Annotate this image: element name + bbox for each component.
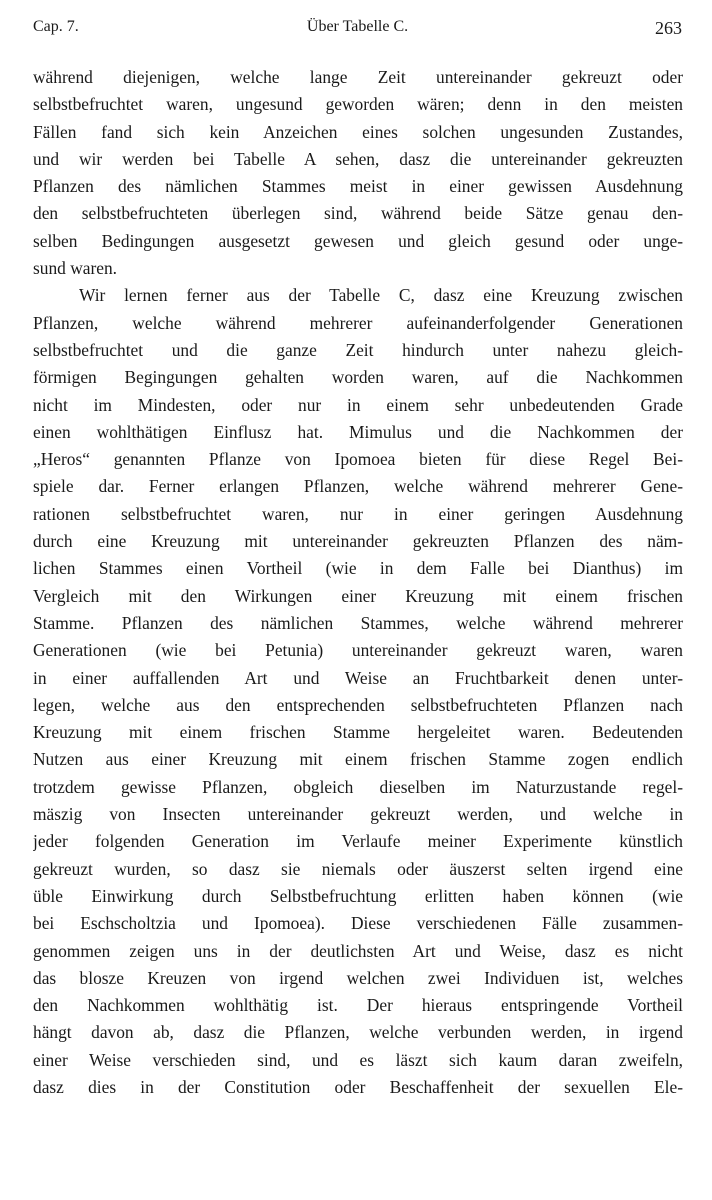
text-line: das blosze Kreuzen von irgend welchen zwei Individuen ist, welches <box>33 967 683 988</box>
text-line: lichen Stammes einen Vortheil (wie in dem Falle bei Dianthus) im <box>33 558 683 579</box>
text-line: in einer auffallenden Art und Weise an Fruchtbarkeit denen unter- <box>33 667 683 688</box>
text-line: einer Weise verschieden sind, und es läszt sich kaum daran zweifeln, <box>33 1049 683 1070</box>
text-line: einen wohlthätigen Einflusz hat. Mimulus und die Nachkommen der <box>33 421 683 442</box>
text-line: selben Bedingungen ausgesetzt gewesen und gleich gesund oder unge- <box>33 230 683 251</box>
text-line: bei Eschscholtzia und Ipomoea). Diese verschiedenen Fälle zusammen- <box>33 913 683 934</box>
text-line: und wir werden bei Tabelle A sehen, dasz die untereinander gekreuzten <box>33 148 683 169</box>
text-line: spiele dar. Ferner erlangen Pflanzen, welche während mehrerer Gene- <box>33 476 683 497</box>
text-line: legen, welche aus den entsprechenden selbstbefruchteten Pflanzen nach <box>33 694 683 715</box>
text-line: selbstbefruchtet waren, ungesund geworden wären; denn in den meisten <box>33 94 683 115</box>
text-line: üble Einwirkung durch Selbstbefruchtung erlitten haben können (wie <box>33 885 683 906</box>
running-title: Über Tabelle C. <box>306 18 409 35</box>
text-line: genommen zeigen uns in der deutlichsten Art und Weise, dasz es nicht <box>33 940 683 961</box>
text-line: trotzdem gewisse Pflanzen, obgleich dieselben im Naturzustande regel- <box>33 776 683 797</box>
running-header <box>33 18 682 44</box>
text-line: hängt davon ab, dasz die Pflanzen, welche verbunden werden, in irgend <box>33 1022 683 1043</box>
text-line: Stamme. Pflanzen des nämlichen Stammes, welche während mehrerer <box>33 612 683 633</box>
text-line: Pflanzen, welche während mehrerer aufeinanderfolgender Generationen <box>33 312 683 333</box>
text-line: jeder folgenden Generation im Verlaufe meiner Experimente künstlich <box>33 831 683 852</box>
text-line: Nutzen aus einer Kreuzung mit einem frischen Stamme zogen endlich <box>33 749 683 770</box>
text-line: sund waren. <box>33 258 118 279</box>
text-line: Pflanzen des nämlichen Stammes meist in einer gewissen Ausdehnung <box>33 176 683 197</box>
text-line: gekreuzt wurden, so dasz sie niemals oder äuszerst selten irgend eine <box>33 858 683 879</box>
text-line: durch eine Kreuzung mit untereinander gekreuzten Pflanzen des näm- <box>33 531 683 552</box>
text-line: rationen selbstbefruchtet waren, nur in einer geringen Ausdehnung <box>33 503 683 524</box>
text-line: förmigen Begingungen gehalten worden waren, auf die Nachkommen <box>33 367 683 388</box>
text-line: den selbstbefruchteten überlegen sind, während beide Sätze genau den- <box>33 203 683 224</box>
text-line: Wir lernen ferner aus der Tabelle C, dasz eine Kreuzung zwischen <box>79 285 683 306</box>
text-line: selbstbefruchtet und die ganze Zeit hindurch unter nahezu gleich- <box>33 339 683 360</box>
text-line: Kreuzung mit einem frischen Stamme hergeleitet waren. Bedeutenden <box>33 722 683 743</box>
text-line: „Heros“ genannten Pflanze von Ipomoea bieten für diese Regel Bei- <box>33 449 683 470</box>
text-line: dasz dies in der Constitution oder Beschaffenheit der sexuellen Ele- <box>33 1076 683 1097</box>
body-text <box>33 64 683 1101</box>
text-line: nicht im Mindesten, oder nur in einem sehr unbedeutenden Grade <box>33 394 683 415</box>
text-line: Generationen (wie bei Petunia) untereinander gekreuzt waren, waren <box>33 640 683 661</box>
text-line: während diejenigen, welche lange Zeit untereinander gekreuzt oder <box>33 67 683 87</box>
chapter-label: Cap. 7. <box>33 18 79 35</box>
page-number: 263 <box>655 18 682 38</box>
text-line: Fällen fand sich kein Anzeichen eines solchen ungesunden Zustandes, <box>33 121 683 142</box>
text-line: mäszig von Insecten untereinander gekreuzt werden, und welche in <box>33 804 683 825</box>
text-line: Vergleich mit den Wirkungen einer Kreuzung mit einem frischen <box>33 585 683 606</box>
text-line: den Nachkommen wohlthätig ist. Der hieraus entspringende Vortheil <box>33 995 683 1016</box>
